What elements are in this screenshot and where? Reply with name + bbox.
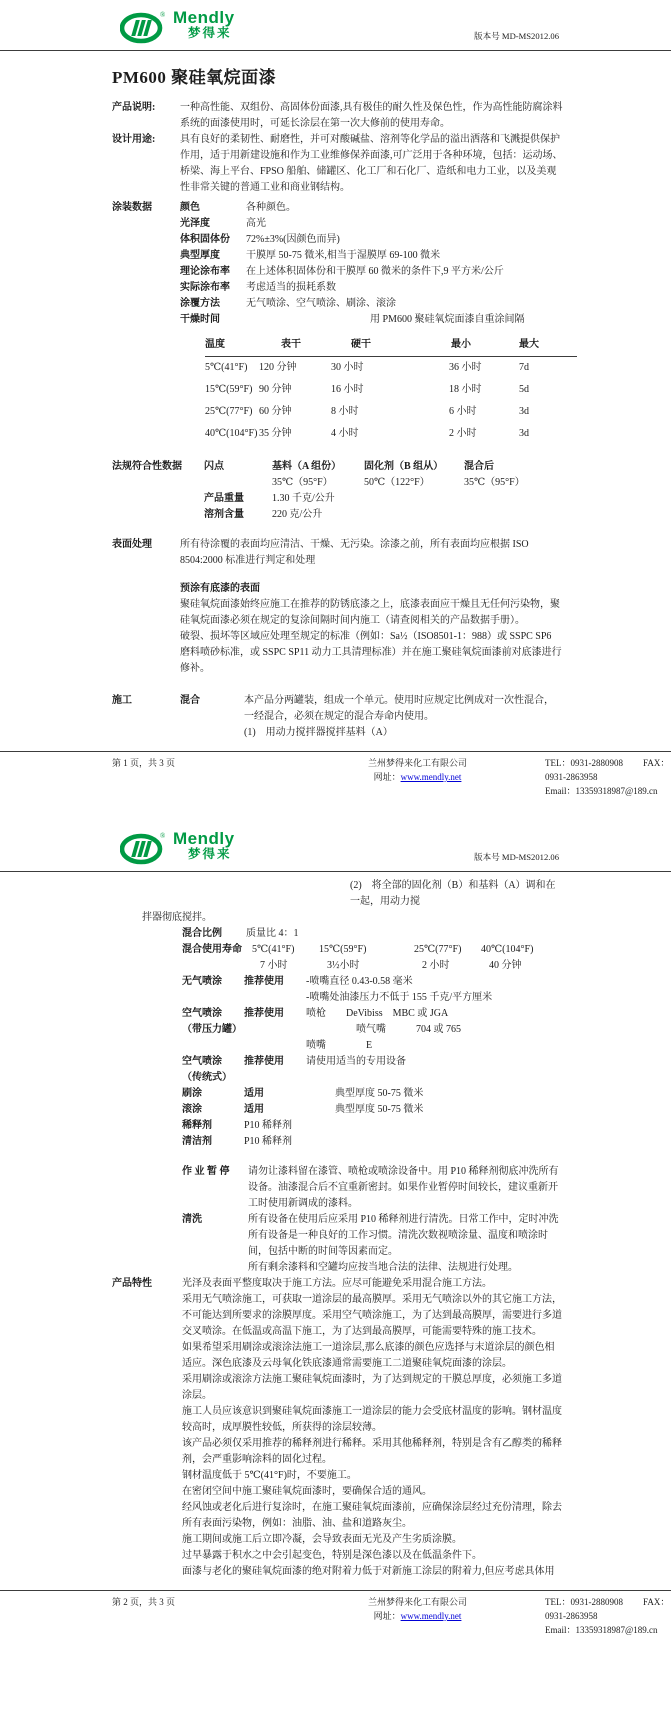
dry-table-header-cell: 硬干 [351, 339, 371, 351]
coating-row [180, 264, 563, 280]
mendly-logo [120, 830, 235, 866]
section-text: 具有良好的柔韧性、耐磨性，并可对酸碱盐、溶剂等化学品的溢出洒落和飞溅提供保护作用，适于用新建设施和作为工业维修保养面漆,可广泛用于各种环境，包括：运动场、桥梁、海上平台、FPSO 船舶、储罐区、化工厂和石化厂、造纸和电力工业，以及美观性非常关键的普通工业和商业钢结构。 [180, 134, 563, 194]
recommendation-label: 推荐使用 [244, 976, 284, 987]
feature-paragraph: 采用刷涂或滚涂方法施工聚硅氧烷面漆时，为了达到规定的干膜总厚度，必须施工多道涂层。 [182, 1374, 562, 1401]
page-1 [0, 0, 671, 799]
drying-table-header [205, 337, 577, 357]
website-label: 网址： [373, 772, 401, 783]
section-label: 施工 [112, 695, 132, 707]
pot-life-row [112, 942, 563, 974]
method-label: 无气喷涂 [182, 976, 222, 987]
dry-table-header-cell: 温度 [205, 339, 225, 351]
tel-label: TEL：0931-2880908 [545, 1597, 623, 1607]
feature-paragraph: 施工期间或施工后立即冷凝，会导致表面无光及产生劣质涂膜。 [182, 1534, 462, 1545]
field-label: 混合比例 [182, 928, 222, 939]
feature-paragraph: 施工人员应该意识到聚硅氧烷面漆施工一道涂层的能力会受底材温度的影响。钢材温度较高时，成厚膜性较低，所获得的涂层较薄。 [182, 1406, 562, 1433]
flash-point-label: 闪点 [204, 461, 224, 473]
dry-table-cell: 60 分钟 [259, 406, 292, 418]
method-detail: 喷气嘴 704 或 765 [306, 1024, 461, 1035]
method-detail: 喷枪 DeVibiss MBC 或 JGA [306, 1008, 449, 1019]
brand-text [173, 830, 235, 861]
section-label: 设计用途: [112, 134, 156, 146]
dry-table-cell: 18 小时 [449, 384, 482, 396]
version-label: 版本号 MD-MS2012.06 [474, 31, 559, 42]
dry-table-cell: 5℃(41°F) [205, 362, 248, 374]
coating-row [180, 280, 563, 296]
field-label: 干燥时间 [180, 314, 220, 326]
dry-table-cell: 3d [519, 406, 529, 418]
feature-paragraph: 该产品必须仅采用推荐的稀释剂进行稀释。采用其他稀释剂，特别是含有乙醇类的稀释剂，会严重影响涂料的固化过程。 [182, 1438, 562, 1465]
coating-row [180, 232, 563, 248]
brand-name-cn: 梦得来 [188, 847, 232, 861]
thinner-row [112, 1118, 563, 1134]
design-use-row [112, 132, 563, 196]
mendly-logo-icon [120, 830, 168, 866]
recommendation-label: 适用 [244, 1104, 264, 1115]
application-section [112, 693, 563, 741]
section-text: 所有剩余漆料和空罐均应按当地合法的法律、法规进行处理。 [248, 1262, 518, 1273]
surface-prep-section [112, 537, 563, 569]
coating-row [180, 312, 563, 328]
email-label: Email：13359318987@189.cn [545, 1624, 658, 1635]
pot-life-value: 3½小时 [327, 960, 360, 971]
feature-paragraph: 采用无气喷涂施工，可获取一道涂层的最高膜厚。采用无气喷涂以外的其它施工方法，不可能达到所要求的涂膜厚度。采用空气喷涂施工，为了达到最高膜厚，需要进行多道交叉喷涂。在低温或高温下施工，为了达到最高膜厚，可能需要特殊的施工技术。 [182, 1294, 562, 1337]
section-text: 破裂、损坏等区域应处理至规定的标准（例如：Sa½（ISO8501-1：988）或 SSPC SP6 磨料喷砂标准，或 SSPC SP11 动力工具清理标准）并在施工聚硅氧烷面漆前对底漆进行修补。 [180, 631, 562, 675]
document-title: PM600 聚硅氧烷面漆 [112, 68, 277, 87]
field-value: P10 稀释剂 [244, 1136, 293, 1147]
svg-text:®: ® [160, 11, 166, 19]
method-detail: 喷嘴 E [306, 1040, 373, 1051]
page2-header [0, 821, 671, 871]
dry-table-header-cell: 表干 [281, 339, 301, 351]
section-text: 聚硅氧烷面漆始终应施工在推荐的防锈底漆之上，底漆表面应干燥且无任何污染物，聚硅氧烷面漆必须在规定的复涂间隔时间内施工（请查阅相关的产品数据手册）。 [180, 599, 560, 627]
drying-time-table [205, 337, 577, 445]
section-text: 一种高性能、双组份、高固体份面漆,具有极佳的耐久性及保色性，作为高性能防腐涂料系统的面漆使用时，可延长涂层在第一次大修前的使用寿命。 [180, 102, 563, 130]
feature-paragraphs [182, 1276, 563, 1580]
field-value: 质量比 4：1 [246, 928, 299, 939]
field-value: 各种颜色。 [246, 202, 296, 214]
page1-body [0, 100, 671, 741]
brand-name: Mendly [173, 829, 235, 848]
bottom-whitespace [0, 1638, 671, 1726]
section-label: 涂装数据 [112, 202, 152, 214]
mendly-logo-icon [120, 9, 168, 45]
recommendation-label: 适用 [244, 1088, 264, 1099]
pot-life-temp: 15℃(59°F) [319, 944, 367, 955]
page-number: 第 2 页，共 3 页 [112, 1597, 176, 1607]
page-number: 第 1 页，共 3 页 [112, 758, 176, 769]
dry-table-cell: 7d [519, 362, 529, 374]
air-spray-pressure-row [112, 1006, 563, 1054]
coating-data-rows [180, 200, 563, 328]
field-value: 高光 [246, 218, 266, 230]
field-label: 颜色 [180, 202, 200, 214]
method-detail: 请使用适当的专用设备 [306, 1056, 406, 1067]
pot-life-temp: 25℃(77°F) [414, 944, 462, 955]
dry-table-cell: 6 小时 [449, 406, 477, 418]
field-value: 1.30 千克/公升 [272, 493, 335, 505]
dry-table-cell: 36 小时 [449, 362, 482, 374]
website-link[interactable]: www.mendly.net [400, 1610, 462, 1621]
section-label: 表面处理 [112, 539, 152, 551]
email-label: Email：13359318987@189.cn [545, 786, 658, 797]
feature-paragraph: 钢材温度低于 5℃(41°F)时，不要施工。 [182, 1470, 357, 1481]
dry-table-cell: 2 小时 [449, 428, 477, 440]
section-text: 请勿让漆料留在漆管、喷枪或喷涂设备中。用 P10 稀释剂彻底冲洗所有设备。油漆混合后不宜重新密封。如果作业暂停时间较长，建议重新开工时使用新调成的漆料。 [248, 1166, 559, 1209]
page2-footer [0, 1590, 671, 1638]
field-label: 理论涂布率 [180, 266, 230, 278]
field-label: 清洁剂 [182, 1136, 212, 1147]
work-pause-row [112, 1164, 563, 1212]
regulatory-data-section [112, 459, 563, 523]
feature-paragraph: 如果希望采用刷涂或滚涂法施工一道涂层,那么底漆的颜色应选择与末道涂层的颜色相适应。深色底漆及云母氧化铁底漆通常需要施工二道聚硅氧烷面漆的涂层。 [182, 1342, 555, 1369]
pot-life-value: 7 小时 [260, 960, 288, 971]
page1-footer [0, 751, 671, 799]
reg-col-header: 固化剂（B 组从） [364, 461, 444, 473]
fax-label: FAX：0931-2863958 [545, 1597, 670, 1621]
brand-name: Mendly [173, 8, 235, 27]
field-label: 光泽度 [180, 218, 210, 230]
reg-value: 50℃（122°F） [364, 477, 430, 489]
pot-life-temp: 40℃(104°F) [481, 944, 534, 955]
dry-table-row [205, 379, 577, 401]
mixing-step-2-line1: (2) 将全部的固化剂（B）和基料（A）调和在一起，用动力搅 [350, 880, 556, 907]
header-rule [0, 871, 671, 872]
coating-data-section [112, 200, 563, 328]
field-value: 72%±3%(因颜色而异) [246, 234, 340, 246]
product-description-row [112, 100, 563, 132]
field-value: 在上述体积固体份和干膜厚 60 微米的条件下,9 平方米/公斤 [246, 266, 504, 278]
section-label: 法规符合性数据 [112, 461, 182, 473]
mixing-step-1: (1) 用动力搅拌器搅拌基料（A） [244, 727, 393, 739]
dry-table-cell: 5d [519, 384, 529, 396]
recommendation-label: 推荐使用 [244, 1008, 284, 1019]
dry-table-cell: 40℃(104°F) [205, 428, 258, 440]
field-label: 作 业 暂 停 [182, 1166, 230, 1177]
reg-value: 35℃（95°F） [272, 477, 333, 489]
dry-table-cell: 8 小时 [331, 406, 359, 418]
dry-table-cell: 120 分钟 [259, 362, 297, 374]
dry-table-cell: 90 分钟 [259, 384, 292, 396]
pot-life-value: 2 小时 [422, 960, 450, 971]
section-text: 本产品分两罐装，组成一个单元。使用时应规定比例成对一次性混合，一经混合，必须在规定的混合寿命内使用。 [244, 695, 554, 723]
brush-row [112, 1086, 563, 1102]
feature-paragraph: 在密闭空间中施工聚硅氧烷面漆时，要确保合适的通风。 [182, 1486, 432, 1497]
field-label: 涂覆方法 [180, 298, 220, 310]
page2-body [0, 878, 671, 1580]
dry-table-cell: 4 小时 [331, 428, 359, 440]
air-spray-conventional-row [112, 1054, 563, 1086]
company-name: 兰州梦得来化工有限公司 [367, 758, 467, 769]
primed-surface-section [112, 581, 563, 677]
mendly-logo [120, 9, 235, 45]
fax-label: FAX：0931-2863958 [545, 758, 670, 783]
field-label: 溶剂含量 [204, 509, 244, 521]
dry-table-header-cell: 最小 [451, 339, 471, 351]
dry-table-cell: 30 小时 [331, 362, 364, 374]
field-label: 清洗 [182, 1214, 202, 1225]
dry-table-row [205, 357, 577, 379]
brand-name-cn: 梦得来 [188, 26, 232, 40]
tel-label: TEL：0931-2880908 [545, 758, 623, 769]
reg-col-header: 混合后 [464, 461, 494, 473]
page-2 [0, 821, 671, 1726]
mixing-label: 混合 [180, 695, 200, 707]
dry-table-cell: 15℃(59°F) [205, 384, 253, 396]
field-value: 220 克/公升 [272, 509, 323, 521]
section-label: 产品特性 [112, 1278, 152, 1289]
field-value: 用 PM600 聚硅氧烷面漆自重涂间隔 [370, 314, 525, 326]
airless-spray-row [112, 974, 563, 1006]
mix-ratio-row [112, 926, 563, 942]
field-label: 实际涂布率 [180, 282, 230, 294]
dry-table-cell: 35 分钟 [259, 428, 292, 440]
coating-row [180, 216, 563, 232]
cleaning-row [112, 1212, 563, 1276]
roller-row [112, 1102, 563, 1118]
mixing-step-2-line2: 拌器彻底搅拌。 [142, 912, 212, 923]
website-link[interactable]: www.mendly.net [400, 772, 462, 783]
field-value: 干膜厚 50-75 微米,相当于湿膜厚 69-100 微米 [246, 250, 441, 262]
feature-paragraph: 过早暴露于积水之中会引起变色，特别是深色漆以及在低温条件下。 [182, 1550, 482, 1561]
company-name: 兰州梦得来化工有限公司 [367, 1597, 467, 1607]
dry-table-cell: 3d [519, 428, 529, 440]
method-label: 滚涂 [182, 1104, 202, 1115]
cleaner-row [112, 1134, 563, 1150]
dry-table-header-cell: 最大 [519, 339, 539, 351]
subsection-heading: 预涂有底漆的表面 [180, 583, 260, 595]
dry-table-row [205, 401, 577, 423]
field-value: P10 稀释剂 [244, 1120, 293, 1131]
method-label: 空气喷涂 （带压力罐） [182, 1008, 242, 1035]
coating-row [180, 200, 563, 216]
reg-value: 35℃（95°F） [464, 477, 525, 489]
product-features-section [112, 1276, 563, 1580]
feature-paragraph: 光泽及表面平整度取决于施工方法。应尽可能避免采用混合施工方法。 [182, 1278, 492, 1289]
method-label: 刷涂 [182, 1088, 202, 1099]
field-label: 混合使用寿命 [182, 944, 242, 955]
version-label: 版本号 MD-MS2012.06 [474, 852, 559, 863]
section-text: 所有设备在使用后应采用 P10 稀释剂进行清洗。日常工作中，定时冲洗所有设备是一种良好的工作习惯。清洗次数视喷涂量、温度和喷涂时间，包括中断的时间等因素而定。 [248, 1214, 559, 1257]
reg-col-header: 基料（A 组份） [272, 461, 342, 473]
feature-paragraph: 面漆与老化的聚硅氧烷面漆的绝对附着力低于对新施工涂层的附着力,但应考虑具体用 [182, 1566, 555, 1577]
field-label: 稀释剂 [182, 1120, 212, 1131]
dry-table-cell: 16 小时 [331, 384, 364, 396]
field-label: 典型厚度 [180, 250, 220, 262]
coating-row [180, 248, 563, 264]
dry-table-cell: 25℃(77°F) [205, 406, 253, 418]
pot-life-temp: 5℃(41°F) [252, 944, 295, 955]
website-label: 网址： [373, 1610, 401, 1621]
field-label: 产品重量 [204, 493, 244, 505]
coating-row [180, 296, 563, 312]
method-label: 空气喷涂 （传统式） [182, 1056, 232, 1083]
method-detail: 典型厚度 50-75 微米 [335, 1104, 424, 1115]
header-rule [0, 50, 671, 51]
method-detail: -喷嘴处油漆压力不低于 155 千克/平方厘米 [306, 992, 493, 1003]
brand-text [173, 9, 235, 40]
section-label: 产品说明: [112, 102, 156, 114]
section-text: 所有待涂覆的表面均应清洁、干燥、无污染。涂漆之前，所有表面均应根据 ISO 8504:2000 标准进行判定和处理 [180, 539, 529, 567]
svg-text:®: ® [160, 832, 166, 840]
recommendation-label: 推荐使用 [244, 1056, 284, 1067]
method-detail: -喷嘴直径 0.43-0.58 毫米 [306, 976, 413, 987]
page1-header [0, 0, 671, 50]
field-value: 考虑适当的损耗系数 [246, 282, 336, 294]
field-value: 无气喷涂、空气喷涂、刷涂、滚涂 [246, 298, 396, 310]
dry-table-row [205, 423, 577, 445]
field-label: 体积固体份 [180, 234, 230, 246]
pot-life-value: 40 分钟 [489, 960, 522, 971]
method-detail: 典型厚度 50-75 微米 [335, 1088, 424, 1099]
feature-paragraph: 经风蚀或老化后进行复涂时，在施工聚硅氧烷面漆前，应确保涂层经过充份清理，除去所有表面污染物，例如：油脂、油、盐和道路灰尘。 [182, 1502, 562, 1529]
